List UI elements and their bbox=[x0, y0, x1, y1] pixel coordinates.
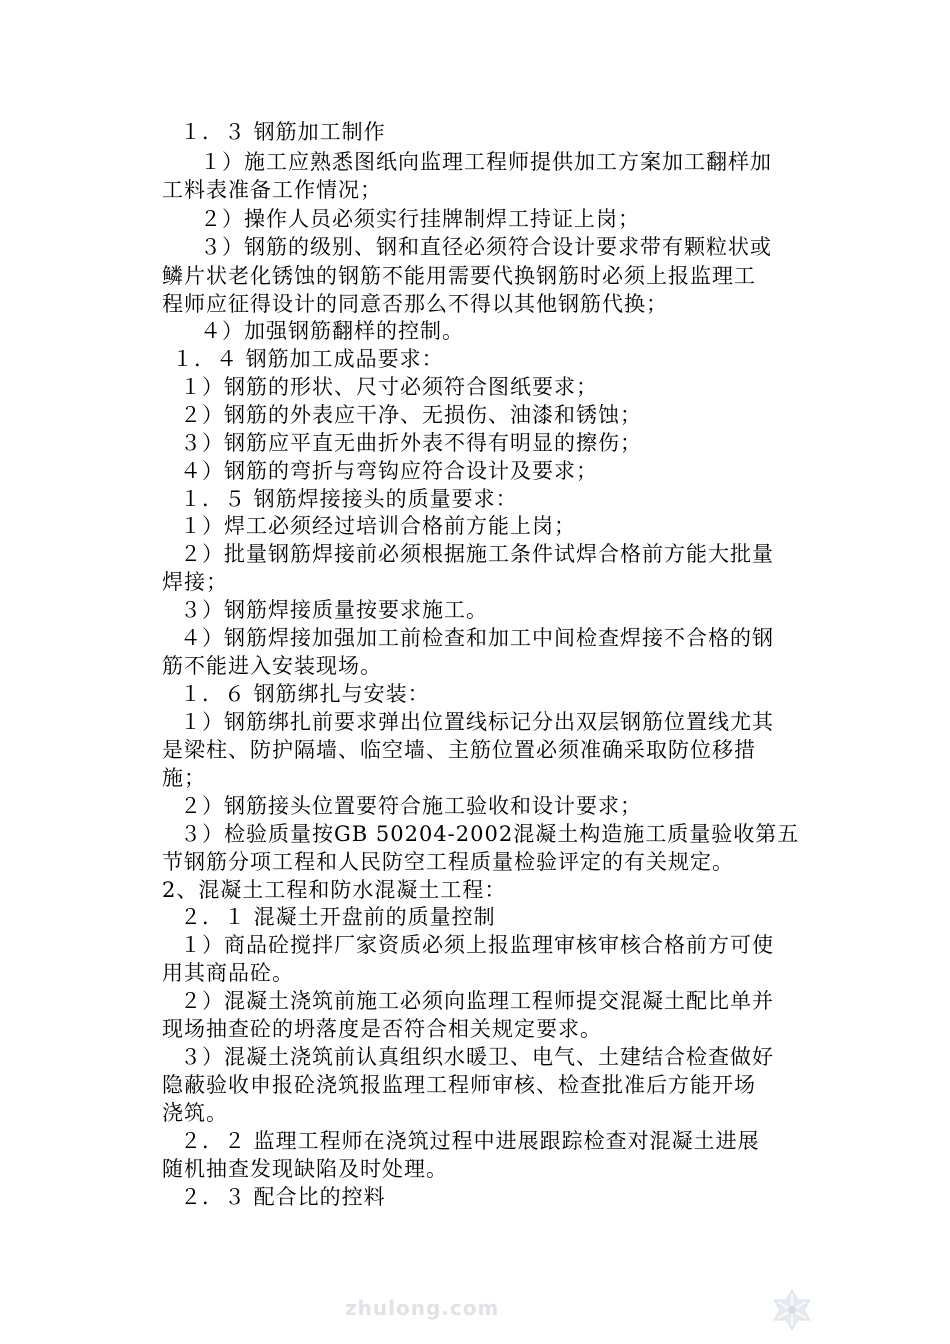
text-line: ３）钢筋应平直无曲折外表不得有明显的擦伤； bbox=[180, 431, 642, 455]
text-line: 是梁柱、防护隔墙、临空墙、主筋位置必须准确采取防位移措 bbox=[162, 738, 756, 762]
text-line: ３）钢筋焊接质量按要求施工。 bbox=[180, 598, 488, 622]
text-line: １）焊工必须经过培训合格前方能上岗； bbox=[180, 514, 576, 538]
text-line: 施； bbox=[162, 766, 206, 790]
text-line: ２）钢筋的外表应干净、无损伤、油漆和锈蚀； bbox=[180, 403, 642, 427]
section-heading-2-1: ２．１ 混凝土开盘前的质量控制 bbox=[180, 905, 496, 929]
section-heading-2-3: ２．３ 配合比的控料 bbox=[180, 1185, 386, 1209]
text-line: 筋不能进入安装现场。 bbox=[162, 654, 382, 678]
text-line: 随机抽查发现缺陷及时处理。 bbox=[162, 1157, 448, 1181]
text-line: 现场抽查砼的坍落度是否符合相关规定要求。 bbox=[162, 1017, 602, 1041]
snowflake-logo-icon bbox=[760, 1288, 824, 1340]
text-line: 浇筑。 bbox=[162, 1101, 228, 1125]
text-line: ２）批量钢筋焊接前必须根据施工条件试焊合格前方能大批量 bbox=[180, 542, 774, 566]
text-line: １）施工应熟悉图纸向监理工程师提供加工方案加工翻样加 bbox=[200, 150, 772, 174]
text-line: 焊接； bbox=[162, 570, 228, 594]
text-line: ４）钢筋的弯折与弯钩应符合设计及要求； bbox=[180, 459, 598, 483]
section-heading-1-4: １．４ 钢筋加工成品要求： bbox=[172, 347, 444, 371]
text-line: ３）钢筋的级别、钢和直径必须符合设计要求带有颗粒状或 bbox=[200, 235, 772, 259]
text-line: ４）钢筋焊接加强加工前检查和加工中间检查焊接不合格的钢 bbox=[180, 626, 774, 650]
text-line: １）钢筋绑扎前要求弹出位置线标记分出双层钢筋位置线尤其 bbox=[180, 710, 774, 734]
text-line: 工料表准备工作情况； bbox=[162, 178, 382, 202]
text-line: ４）加强钢筋翻样的控制。 bbox=[200, 319, 464, 343]
text-line: １）商品砼搅拌厂家资质必须上报监理审核审核合格前方可使 bbox=[180, 933, 774, 957]
section-heading-1-6: １．６ 钢筋绑扎与安装： bbox=[180, 682, 430, 706]
text-line: 节钢筋分项工程和人民防空工程质量检验评定的有关规定。 bbox=[162, 850, 734, 874]
section-heading-1-3: １．３ 钢筋加工制作 bbox=[180, 120, 386, 144]
section-heading-2: 2、混凝土工程和防水混凝土工程： bbox=[162, 878, 507, 902]
text-line: ３）混凝土浇筑前认真组织水暖卫、电气、土建结合检查做好 bbox=[180, 1045, 774, 1069]
text-line: 鳞片状老化锈蚀的钢筋不能用需要代换钢筋时必须上报监理工 bbox=[162, 264, 756, 288]
text-line: ３）检验质量按GB 50204-2002混凝土构造施工质量验收第五 bbox=[180, 822, 800, 846]
text-line: 程师应征得设计的同意否那么不得以其他钢筋代换； bbox=[162, 292, 668, 316]
watermark-text: zhulong.com bbox=[345, 1296, 500, 1320]
text-line: ２）操作人员必须实行挂牌制焊工持证上岗； bbox=[200, 207, 640, 231]
text-line: ２）钢筋接头位置要符合施工验收和设计要求； bbox=[180, 794, 642, 818]
section-heading-1-5: １．５ 钢筋焊接接头的质量要求： bbox=[180, 487, 518, 511]
text-line: １）钢筋的形状、尺寸必须符合图纸要求； bbox=[180, 375, 598, 399]
section-heading-2-2: ２．２ 监理工程师在浇筑过程中进展跟踪检查对混凝土进展 bbox=[180, 1129, 760, 1153]
text-line: ２）混凝土浇筑前施工必须向监理工程师提交混凝土配比单并 bbox=[180, 989, 774, 1013]
text-line: 用其商品砼。 bbox=[162, 961, 294, 985]
text-line: 隐蔽验收申报砼浇筑报监理工程师审核、检查批准后方能开场 bbox=[162, 1073, 756, 1097]
